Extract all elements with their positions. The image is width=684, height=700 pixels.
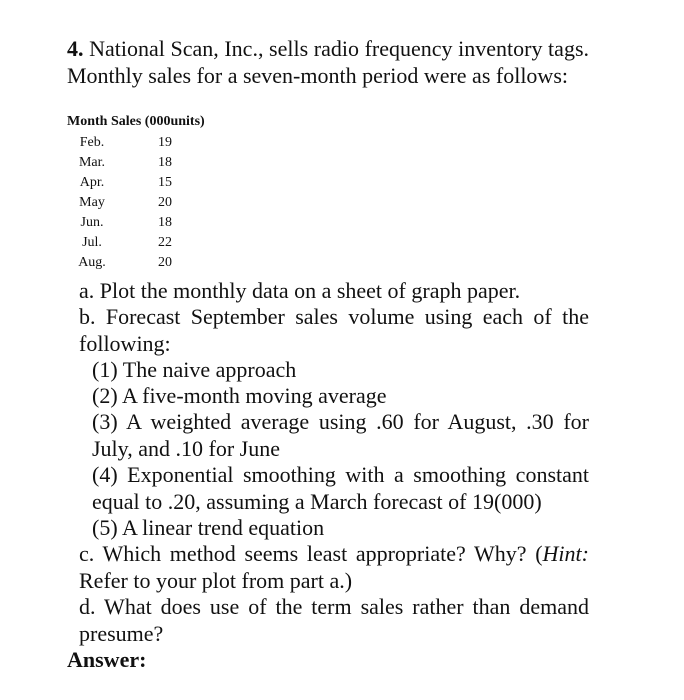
table-row bbox=[0, 215, 300, 235]
question-a: a. Plot the monthly data on a sheet of graph paper. bbox=[79, 278, 521, 303]
month-cell: Apr. bbox=[79, 175, 105, 190]
question-c-hint: Hint: bbox=[542, 541, 589, 566]
month-cell: May bbox=[79, 195, 105, 210]
sales-table-header: Month Sales (000units) bbox=[67, 114, 205, 129]
table-row bbox=[0, 195, 300, 215]
sales-cell: 22 bbox=[158, 235, 172, 250]
table-row bbox=[0, 155, 300, 175]
month-cell: Jul. bbox=[82, 235, 102, 250]
question-b-item-2: (2) A five-month moving average bbox=[92, 383, 387, 408]
problem-number: 4. bbox=[67, 36, 84, 61]
table-row bbox=[0, 175, 300, 195]
table-row bbox=[0, 255, 300, 275]
month-cell: Feb. bbox=[79, 135, 105, 150]
month-cell: Jun. bbox=[80, 215, 104, 230]
problem-intro bbox=[67, 35, 589, 89]
month-cell: Mar. bbox=[78, 155, 106, 170]
question-b-item-5: (5) A linear trend equation bbox=[92, 515, 325, 540]
problem-intro-text: National Scan, Inc., sells radio frequency inventory tags. Monthly sales for a seven-month period were as follows: bbox=[67, 36, 589, 88]
sales-cell: 19 bbox=[158, 135, 172, 150]
sales-cell: 20 bbox=[158, 195, 172, 210]
sales-cell: 20 bbox=[158, 255, 172, 270]
question-b-item-1: (1) The naive approach bbox=[92, 357, 297, 382]
question-c-rest: Refer to your plot from part a.) bbox=[79, 568, 353, 593]
question-c-text: c. Which method seems least appropriate? Why? ( bbox=[79, 541, 543, 566]
answer-label: Answer: bbox=[67, 647, 147, 672]
sales-cell: 15 bbox=[158, 175, 172, 190]
sales-cell: 18 bbox=[158, 155, 172, 170]
question-b: b. Forecast September sales volume using each of the following: bbox=[79, 304, 589, 356]
sales-cell: 18 bbox=[158, 215, 172, 230]
question-d: d. What does use of the term sales rather than demand presume? bbox=[79, 594, 589, 646]
table-row bbox=[0, 135, 300, 155]
month-cell: Aug. bbox=[78, 255, 106, 270]
question-c bbox=[79, 540, 589, 594]
question-b-item-4: (4) Exponential smoothing with a smoothing constant equal to .20, assuming a March forecast of 19(000) bbox=[92, 462, 589, 514]
table-row bbox=[0, 235, 300, 255]
question-b-item-3: (3) A weighted average using .60 for August, .30 for July, and .10 for June bbox=[92, 409, 589, 461]
